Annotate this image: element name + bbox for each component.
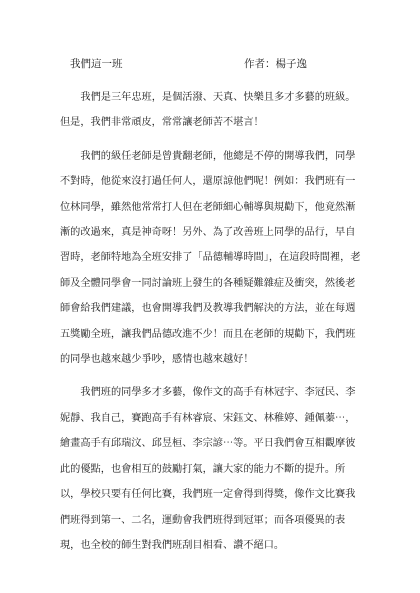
document-author: 作者：楊子逸	[244, 58, 307, 70]
paragraph-1: 我們是三年忠班，是個活潑、天真、快樂且多才多藝的班級。但是，我們非常頑皮，常常讓老師苦不堪言！	[60, 92, 356, 129]
paragraph-2: 我們的級任老師是曾貴翻老師，他總是不停的開導我們，同學不對時，他從來沒打過任何人，還原諒他們呢！例如：我們班有一位林同學，雖然他常常打人但在老師細心輔導與規勸下，他竟然漸漸的改過來，真是神奇呀！另外、為了改善班上同學的品行，早自習時，老師特地為全班安排了「品德輔導時間」，在這段時間裡，老師及全體同學會一同討論班上發生的各種疑難雜症及衝突，然後老師會給我們建議，也會開導我們及教導我們解決的方法，並在每週五獎勵全班，讓我們品德改進不少！而且在老師的規勸下，我們班的同學也越來越少爭吵，感情也越來越好！	[60, 150, 361, 366]
document-title: 我們這一班	[70, 58, 123, 70]
paragraph-3: 我們班的同學多才多藝，像作文的高手有林冠宇、李冠民、李妮靜、我自己，賽跑高手有林睿宸、宋鈺文、林稚婷、鍾佩蓁⋯，繪畫高手有邱瑞汶、邱昱桓、李宗諺⋯等。平日我們會互相觀摩彼此的優點，也會相互的鼓勵打氣，讓大家的能力不斷的提升。所以，學校只要有任何比賽，我們班一定會得到得獎，像作文比賽我們班得到第一、二名，運動會我們班得到冠軍；而各項優異的表現，也全校的師生對我們班刮目相看、讚不絕口。	[60, 387, 356, 551]
document-body	[60, 85, 364, 559]
